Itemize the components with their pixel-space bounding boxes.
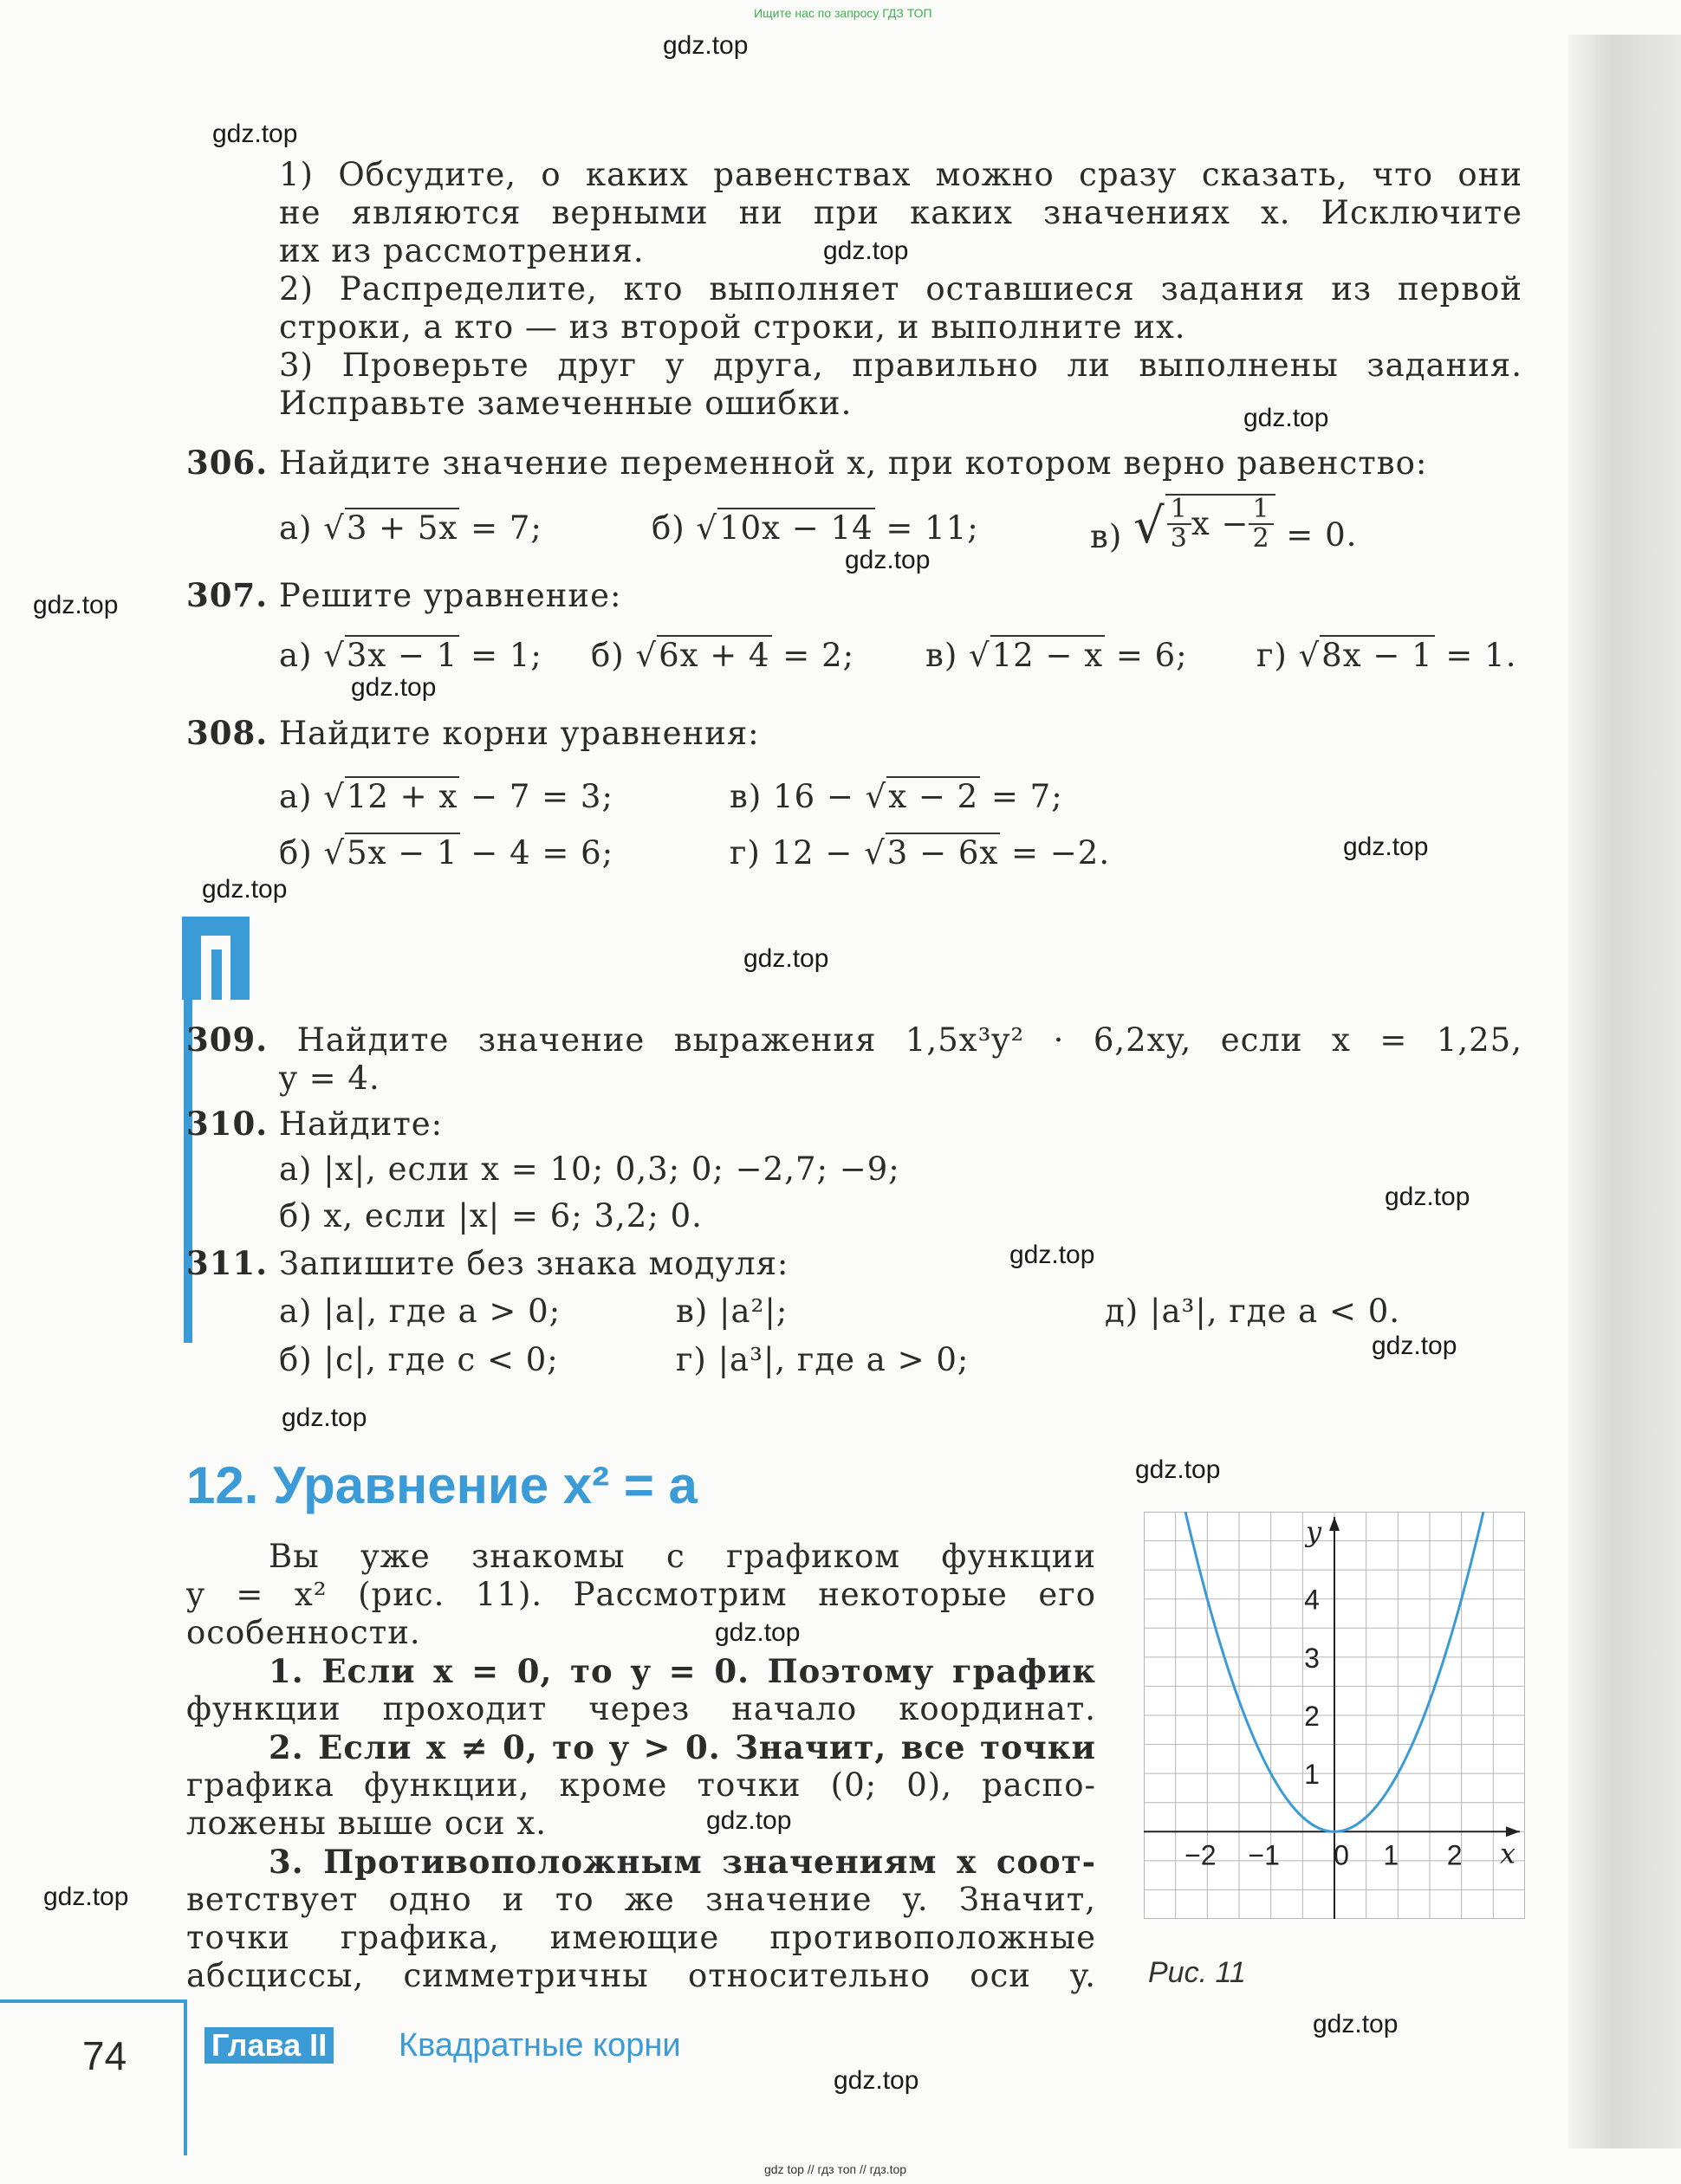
text-line: графика функции, кроме точки (0; 0), распо- <box>186 1766 1096 1804</box>
item-letter: б) <box>652 509 685 547</box>
exercise-item: б) x, если |x| = 6; 3,2; 0. <box>279 1197 703 1235</box>
equation-rest: − 7 = 3; <box>459 778 613 815</box>
radicand: $\frac{1}{3}$ x − $\frac{1}{2}$ <box>1165 494 1275 553</box>
text-line: ложены выше оси x. <box>186 1805 547 1842</box>
text-line: y = x² (рис. 11). Рассмотрим некоторые его <box>186 1576 1096 1613</box>
watermark: gdz.top <box>663 31 749 60</box>
exercise-308-heading <box>186 714 760 753</box>
item-letter: б) <box>591 637 625 674</box>
y-tick-label: 4 <box>1304 1584 1320 1616</box>
watermark: gdz.top <box>743 944 829 973</box>
text-line: функции проходит через начало координат. <box>186 1690 1096 1727</box>
exercise-306-a: а) √3 + 5x = 7; <box>279 509 542 547</box>
equation-pre: 16 − <box>773 778 866 815</box>
exercise-307-a: а) √3x − 1 = 1; <box>279 637 542 674</box>
exercise-307-d: г) √8x − 1 = 1. <box>1256 637 1517 674</box>
exercise-text: Решите уравнение: <box>278 577 622 614</box>
x-axis-label: x <box>1499 1837 1516 1870</box>
exercise-306-b: б) √10x − 14 = 11; <box>652 509 979 547</box>
text-line: абсциссы, симметричны относительно оси y. <box>186 1957 1096 1994</box>
item-letter: в) <box>730 778 763 815</box>
page-number: 74 <box>82 2033 127 2078</box>
section-title: 12. Уравнение x² = a <box>186 1456 698 1514</box>
text-line: 1. Если x = 0, то y = 0. Поэтому график <box>269 1652 1096 1690</box>
equation-rest: = −2. <box>1000 834 1111 872</box>
parabola-chart <box>1144 1512 1525 1919</box>
section-body <box>186 1538 1096 1995</box>
item-letter: а) <box>279 509 313 547</box>
watermark: gdz.top <box>1372 1332 1457 1360</box>
exercise-text: Найдите значение переменной x, при котором верно равенство: <box>278 444 1428 482</box>
radicand: 3 − 6x <box>886 834 999 872</box>
watermark: gdz.top <box>1385 1183 1470 1211</box>
intro-instructions <box>279 156 1522 423</box>
radicand: 5x − 1 <box>347 834 458 872</box>
exercise-310 <box>186 1105 900 1235</box>
watermark: gdz.top <box>212 120 298 148</box>
item-letter: в) <box>1090 517 1123 555</box>
x-tick-label: −1 <box>1248 1839 1280 1871</box>
text-line: 2) Распределите, кто выполняет оставшиеся задания из первой <box>279 270 1522 308</box>
exercise-text: Запишите без знака модуля: <box>278 1245 789 1282</box>
equation-pre: 12 − <box>771 834 865 872</box>
exercise-item: а) |x|, если x = 10; 0,3; 0; −2,7; −9; <box>279 1150 900 1188</box>
exercise-text: Найдите значение выражения 1,5x³y² · 6,2xy, если x = 1,25, <box>296 1021 1522 1059</box>
watermark: gdz.top <box>1009 1241 1095 1269</box>
bottom-banner: gdz top // гдз топ // гдз.top <box>764 2162 907 2176</box>
equation-rest: = 1; <box>459 637 542 674</box>
equation-rest: = 6; <box>1105 637 1188 674</box>
exercise-item: д) |a³|, где a < 0. <box>1105 1293 1401 1330</box>
text-line: их из рассмотрения. <box>279 232 645 269</box>
watermark: gdz.top <box>43 1883 129 1911</box>
equation-rest: = 0. <box>1275 515 1358 554</box>
watermark: gdz.top <box>1343 833 1429 861</box>
exercise-number: 311. <box>186 1244 269 1282</box>
text-line: Исправьте замеченные ошибки. <box>279 385 853 422</box>
exercise-307-b: б) √6x + 4 = 2; <box>591 637 855 674</box>
watermark: gdz.top <box>202 875 288 904</box>
radicand: 12 − x <box>991 637 1104 674</box>
y-axis-label: y <box>1305 1515 1322 1548</box>
figure-caption: Рис. 11 <box>1148 1956 1246 1989</box>
y-tick-label: 1 <box>1304 1759 1320 1791</box>
x-tick-label: 0 <box>1334 1839 1349 1871</box>
exercise-number: 308. <box>186 714 269 752</box>
exercise-309 <box>186 1021 1522 1098</box>
watermark: gdz.top <box>33 591 119 619</box>
exercise-306-heading <box>186 444 1522 483</box>
item-letter: а) <box>279 637 313 674</box>
equation-rest: − 4 = 6; <box>459 834 614 872</box>
text-line: Вы уже знакомы с графиком функции <box>269 1538 1096 1575</box>
radicand: 10x − 14 <box>719 509 873 547</box>
watermark: gdz.top <box>1135 1455 1221 1484</box>
x-tick-label: −2 <box>1184 1839 1217 1871</box>
watermark: gdz.top <box>282 1403 367 1432</box>
watermark: gdz.top <box>823 237 909 265</box>
exercise-308-a: а) √12 + x − 7 = 3; <box>279 778 613 815</box>
exercise-item: б) |c|, где c < 0; <box>279 1341 559 1378</box>
text-line: 2. Если x ≠ 0, то y > 0. Значит, все точки <box>269 1728 1096 1766</box>
exercise-number: 307. <box>186 576 269 614</box>
exercise-311-heading <box>186 1244 789 1283</box>
exercise-308-b: б) √5x − 1 − 4 = 6; <box>279 834 614 872</box>
exercise-item: в) |a²|; <box>676 1293 789 1330</box>
footer-rule <box>0 1999 186 2003</box>
text-line: ветствует одно и то же значение y. Значит, <box>186 1881 1096 1918</box>
y-tick-label: 2 <box>1304 1701 1320 1732</box>
exercise-item: г) |a³|, где a > 0; <box>676 1341 970 1378</box>
review-marker <box>182 917 250 1000</box>
equation-rest: = 7; <box>980 778 1063 815</box>
exercise-number: 309. <box>186 1021 269 1059</box>
radicand: 12 + x <box>346 778 458 815</box>
top-banner: Ищите нас по запросу ГДЗ ТОП <box>754 6 932 20</box>
watermark: gdz.top <box>845 546 931 574</box>
equation-rest: = 7; <box>459 509 542 547</box>
exercise-307-heading <box>186 576 621 615</box>
text-line: 1) Обсудите, о каких равенствах можно сразу сказать, что они <box>279 156 1522 193</box>
item-letter: б) <box>279 834 313 872</box>
exercise-item: а) |a|, где a > 0; <box>279 1293 561 1330</box>
radicand: 8x − 1 <box>1321 637 1433 674</box>
text-line: 3) Проверьте друг у друга, правильно ли выполнены задания. <box>279 347 1522 384</box>
exercise-308-c: в) 16 − √x − 2 = 7; <box>730 778 1063 815</box>
y-tick-label: 3 <box>1304 1642 1320 1674</box>
footer-vertical-rule <box>184 1999 187 2155</box>
item-letter: в) <box>925 637 958 674</box>
x-tick-label: 2 <box>1446 1839 1463 1871</box>
watermark: gdz.top <box>715 1618 801 1647</box>
x-tick-label: 1 <box>1383 1839 1399 1871</box>
watermark: gdz.top <box>351 673 437 702</box>
exercise-308-d: г) 12 − √3 − 6x = −2. <box>730 834 1111 872</box>
equation-rest: = 11; <box>874 509 979 547</box>
exercise-number: 306. <box>186 444 269 482</box>
exercise-text: y = 4. <box>279 1060 380 1097</box>
text-line: 3. Противоположным значениям x соот- <box>269 1843 1096 1881</box>
text-line: не являются верными ни при каких значениях x. Исключите <box>279 194 1522 231</box>
exercise-number: 310. <box>186 1105 269 1143</box>
item-letter: а) <box>279 778 313 815</box>
watermark: gdz.top <box>834 2066 919 2095</box>
watermark: gdz.top <box>1243 404 1329 432</box>
radicand: 3 + 5x <box>346 509 458 547</box>
chapter-name: Квадратные корни <box>399 2027 681 2064</box>
item-letter: г) <box>1256 637 1288 674</box>
exercise-307-c: в) √12 − x = 6; <box>925 637 1188 674</box>
chapter-label: Глава II <box>204 2027 334 2064</box>
text-line: точки графика, имеющие противоположные <box>186 1919 1096 1956</box>
text-line: строки, а кто — из второй строки, и выполните их. <box>279 308 1186 346</box>
item-letter: г) <box>730 834 761 872</box>
radicand: x − 2 <box>888 778 979 815</box>
exercise-306-c: в) √ $\frac{1}{3}$ x − $\frac{1}{2}$ = 0. <box>1090 494 1358 555</box>
text-line: особенности. <box>186 1614 421 1651</box>
watermark: gdz.top <box>1313 2010 1399 2038</box>
equation-rest: = 1. <box>1434 637 1517 674</box>
watermark: gdz.top <box>706 1806 792 1835</box>
radicand: 6x + 4 <box>659 637 770 674</box>
page-edge-shadow <box>1568 35 1681 2148</box>
exercise-text: Найдите корни уравнения: <box>278 715 760 752</box>
radicand: 3x − 1 <box>346 637 458 674</box>
equation-rest: = 2; <box>771 637 855 674</box>
exercise-text: Найдите: <box>278 1105 444 1143</box>
